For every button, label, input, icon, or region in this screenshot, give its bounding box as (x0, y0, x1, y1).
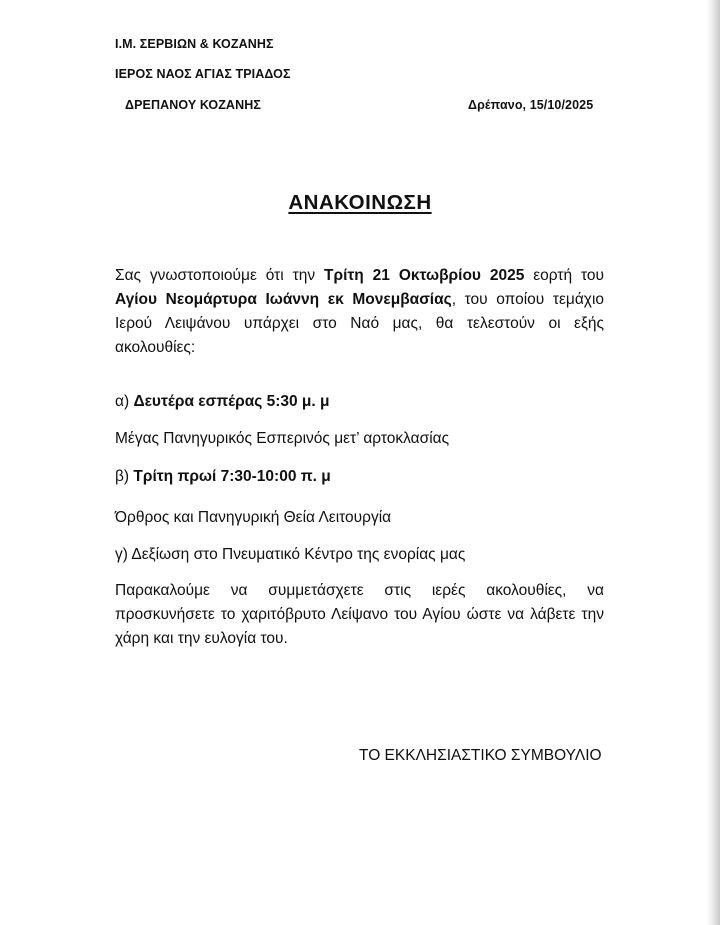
announcement-title-text: ΑΝΑΚΟΙΝΩΣΗ (288, 191, 432, 214)
intro-part3: , του οποίου τεμάχιο Ιερού Λειψάνου υπάρχει στο Ναό μας, θα τελεστούν οι εξής ακολουθίες: (115, 291, 605, 356)
service-a-prefix: α) (115, 393, 134, 410)
intro-paragraph (115, 264, 604, 360)
intro-saint: Αγίου Νεομάρτυρα Ιωάννη εκ Μονεμβασίας (115, 291, 452, 308)
signature: ΤΟ ΕΚΚΛΗΣΙΑΣΤΙΚΟ ΣΥΜΒΟΥΛΙΟ (359, 747, 602, 764)
header-location: ΔΡΕΠΑΝΟΥ ΚΟΖΑΝΗΣ (125, 98, 261, 112)
intro-date: Τρίτη 21 Οκτωβρίου 2025 (324, 267, 525, 284)
service-c-text: γ) Δεξίωση στο Πνευματικό Κέντρο της ενορίας μας (115, 546, 466, 563)
service-b-time (115, 465, 604, 489)
closing-paragraph: Παρακαλούμε να συμμετάσχετε στις ιερές ακολουθίες, να προσκυνήσετε το χαριτόβρυτο Λείψανο του Αγίου ώστε να λάβετε την χάρη και την ευλογία του. (115, 582, 604, 647)
header-metropolis: Ι.Μ. ΣΕΡΒΙΩΝ & ΚΟΖΑΝΗΣ (115, 37, 274, 51)
service-b-time-text: Τρίτη πρωί 7:30-10:00 π. μ (133, 468, 331, 485)
header-church: ΙΕΡΟΣ ΝΑΟΣ ΑΓΙΑΣ ΤΡΙΑΔΟΣ (115, 67, 291, 81)
service-b-prefix: β) (115, 468, 134, 485)
service-b-description: Όρθρος και Πανηγυρική Θεία Λειτουργία (115, 509, 392, 526)
intro-part1: Σας γνωστοποιούμε ότι την (115, 267, 325, 284)
service-a-description: Μέγας Πανηγυρικός Εσπερινός μετ’ αρτοκλασίας (115, 430, 450, 447)
announcement-title (0, 191, 720, 215)
document-date: Δρέπανο, 15/10/2025 (468, 98, 594, 112)
page-edge-shadow (706, 0, 720, 925)
service-a-time (115, 390, 604, 414)
intro-part2: εορτή του (524, 267, 604, 284)
service-a-time-text: Δευτέρα εσπέρας 5:30 μ. μ (133, 393, 330, 410)
